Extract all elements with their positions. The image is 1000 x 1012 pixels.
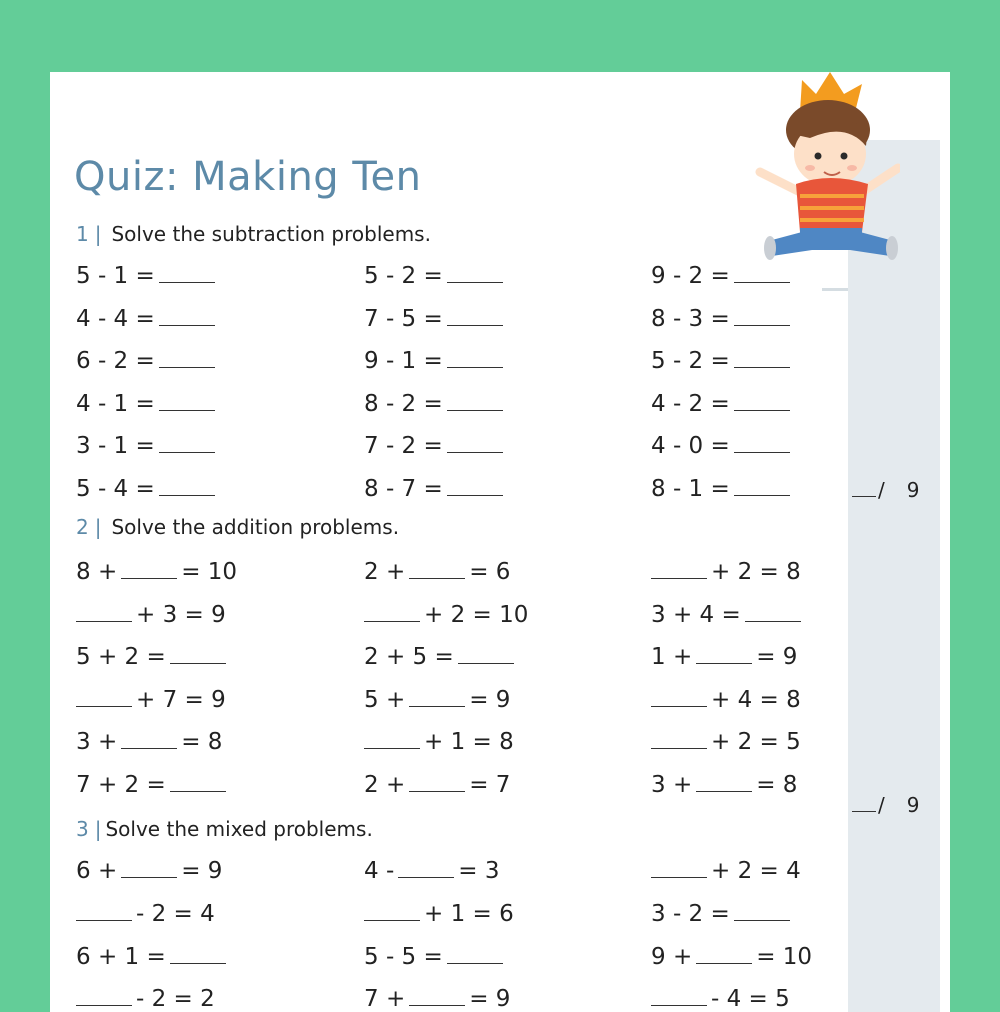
answer-blank[interactable] [696, 773, 752, 792]
section-1-heading: 1 | Solve the subtraction problems. [76, 222, 431, 246]
equation-text: 5 - 2 = [364, 263, 443, 289]
section-number: 2 [76, 515, 89, 539]
problem [76, 900, 215, 928]
equation-text: 5 - 1 = [76, 263, 155, 289]
equation-text: = 9 [756, 644, 798, 670]
problem [76, 305, 219, 333]
answer-blank[interactable] [696, 645, 752, 664]
equation-text: 7 + 2 = [76, 772, 166, 798]
answer-blank[interactable] [734, 392, 790, 411]
answer-blank[interactable] [76, 902, 132, 921]
answer-blank[interactable] [121, 560, 177, 579]
equation-text: 4 - [364, 858, 395, 884]
equation-text: 2 + [364, 772, 406, 798]
problem [76, 432, 219, 460]
section-2-score: / 9 [852, 793, 919, 817]
equation-text: + 2 = 10 [424, 602, 529, 628]
answer-blank[interactable] [76, 688, 132, 707]
problem [364, 305, 507, 333]
answer-blank[interactable] [121, 859, 177, 878]
equation-text: = 9 [469, 687, 511, 713]
problem [364, 262, 507, 290]
equation-text: + 1 = 6 [424, 901, 514, 927]
equation-text: 8 - 3 = [651, 306, 730, 332]
answer-blank[interactable] [447, 434, 503, 453]
section-1-score: / 9 [852, 478, 919, 502]
answer-blank[interactable] [159, 434, 215, 453]
equation-text: 6 + 1 = [76, 944, 166, 970]
equation-text: 9 - 1 = [364, 348, 443, 374]
answer-blank[interactable] [159, 477, 215, 496]
problem [651, 390, 794, 418]
equation-text: 5 + [364, 687, 406, 713]
problem [364, 432, 507, 460]
equation-text: = 10 [181, 559, 238, 585]
equation-text: 3 + [651, 772, 693, 798]
answer-blank[interactable] [409, 773, 465, 792]
problem [651, 601, 805, 629]
answer-blank[interactable] [170, 645, 226, 664]
equation-text: 2 + [364, 559, 406, 585]
equation-text: 8 - 2 = [364, 391, 443, 417]
problem [364, 771, 510, 799]
answer-blank[interactable] [364, 902, 420, 921]
score-blank[interactable] [852, 496, 876, 497]
equation-text: 7 - 2 = [364, 433, 443, 459]
problem [651, 943, 812, 971]
equation-text: 2 + 5 = [364, 644, 454, 670]
answer-blank[interactable] [447, 392, 503, 411]
problem [651, 432, 794, 460]
equation-text: 4 - 2 = [651, 391, 730, 417]
problem [651, 305, 794, 333]
answer-blank[interactable] [651, 859, 707, 878]
problem [76, 857, 222, 885]
problem [76, 601, 226, 629]
equation-text: = 6 [469, 559, 511, 585]
problem [651, 686, 801, 714]
equation-text: 3 - 1 = [76, 433, 155, 459]
equation-text: 6 + [76, 858, 118, 884]
answer-blank[interactable] [76, 987, 132, 1006]
problem [76, 390, 219, 418]
equation-text: 7 - 5 = [364, 306, 443, 332]
problem [364, 857, 499, 885]
section-number: 1 [76, 222, 89, 246]
equation-text: 5 + 2 = [76, 644, 166, 670]
problem [651, 262, 794, 290]
section-2-heading: 2 | Solve the addition problems. [76, 515, 400, 539]
answer-blank[interactable] [651, 688, 707, 707]
equation-text: 3 + [76, 729, 118, 755]
answer-blank[interactable] [447, 477, 503, 496]
equation-text: 8 + [76, 559, 118, 585]
answer-blank[interactable] [734, 434, 790, 453]
equation-text: 4 - 1 = [76, 391, 155, 417]
page-title: Quiz: Making Ten [74, 154, 422, 200]
answer-blank[interactable] [409, 987, 465, 1006]
equation-text: + 3 = 9 [136, 602, 226, 628]
problem [76, 558, 237, 586]
problem [76, 475, 219, 503]
answer-blank[interactable] [696, 945, 752, 964]
equation-text: = 9 [181, 858, 223, 884]
problem [364, 686, 510, 714]
equation-text: 4 - 0 = [651, 433, 730, 459]
boy-with-crown-illustration [750, 72, 900, 272]
equation-text: 8 - 1 = [651, 476, 730, 502]
answer-blank[interactable] [734, 902, 790, 921]
problem [364, 643, 518, 671]
answer-blank[interactable] [170, 945, 226, 964]
section-instruction: Solve the addition problems. [111, 515, 400, 539]
equation-text: 3 + 4 = [651, 602, 741, 628]
problem [651, 985, 790, 1012]
score-divider [822, 288, 848, 291]
problem [76, 728, 222, 756]
score-total: 9 [906, 478, 920, 502]
problem [364, 943, 507, 971]
answer-blank[interactable] [170, 773, 226, 792]
answer-blank[interactable] [734, 307, 790, 326]
equation-text: 5 - 4 = [76, 476, 155, 502]
answer-blank[interactable] [745, 603, 801, 622]
problem [364, 347, 507, 375]
score-blank[interactable] [852, 811, 876, 812]
problem [76, 943, 230, 971]
equation-text: = 3 [458, 858, 500, 884]
answer-blank[interactable] [447, 945, 503, 964]
equation-text: = 10 [756, 944, 813, 970]
problem [364, 900, 514, 928]
problem [364, 601, 528, 629]
equation-text: 9 - 2 = [651, 263, 730, 289]
answer-blank[interactable] [159, 264, 215, 283]
score-total: 9 [906, 793, 920, 817]
problem [651, 475, 794, 503]
equation-text: - 4 = 5 [711, 986, 790, 1012]
problem [76, 347, 219, 375]
equation-text: + 7 = 9 [136, 687, 226, 713]
answer-blank[interactable] [734, 264, 790, 283]
problem [76, 262, 219, 290]
problem [364, 558, 510, 586]
answer-blank[interactable] [447, 307, 503, 326]
equation-text: + 1 = 8 [424, 729, 514, 755]
answer-blank[interactable] [409, 688, 465, 707]
equation-text: 1 + [651, 644, 693, 670]
answer-blank[interactable] [447, 264, 503, 283]
answer-blank[interactable] [159, 307, 215, 326]
problem [651, 900, 794, 928]
answer-blank[interactable] [651, 560, 707, 579]
problem [364, 390, 507, 418]
equation-text: + 4 = 8 [711, 687, 801, 713]
equation-text: 5 - 5 = [364, 944, 443, 970]
section-3-heading: 3 | Solve the mixed problems. [76, 817, 373, 841]
equation-text: = 8 [756, 772, 798, 798]
problem [76, 771, 230, 799]
answer-blank[interactable] [398, 859, 454, 878]
equation-text: = 8 [181, 729, 223, 755]
problem [651, 643, 797, 671]
equation-text: = 7 [469, 772, 511, 798]
answer-blank[interactable] [409, 560, 465, 579]
equation-text: 5 - 2 = [651, 348, 730, 374]
answer-blank[interactable] [458, 645, 514, 664]
answer-blank[interactable] [159, 392, 215, 411]
answer-blank[interactable] [159, 349, 215, 368]
equation-text: + 2 = 5 [711, 729, 801, 755]
problem [651, 728, 801, 756]
answer-blank[interactable] [364, 730, 420, 749]
problem [651, 558, 801, 586]
answer-blank[interactable] [651, 987, 707, 1006]
problem [364, 985, 510, 1012]
equation-text: = 9 [469, 986, 511, 1012]
equation-text: + 2 = 4 [711, 858, 801, 884]
answer-blank[interactable] [734, 477, 790, 496]
answer-blank[interactable] [734, 349, 790, 368]
answer-blank[interactable] [447, 349, 503, 368]
problem [364, 728, 514, 756]
section-number: 3 [76, 817, 89, 841]
answer-blank[interactable] [121, 730, 177, 749]
problem [76, 686, 226, 714]
worksheet-page [50, 72, 950, 1012]
equation-text: + 2 = 8 [711, 559, 801, 585]
answer-blank[interactable] [76, 603, 132, 622]
answer-blank[interactable] [651, 730, 707, 749]
equation-text: 7 + [364, 986, 406, 1012]
problem [651, 347, 794, 375]
problem [364, 475, 507, 503]
equation-text: - 2 = 2 [136, 986, 215, 1012]
section-instruction: Solve the mixed problems. [105, 817, 373, 841]
problem [76, 985, 215, 1012]
answer-blank[interactable] [364, 603, 420, 622]
equation-text: - 2 = 4 [136, 901, 215, 927]
problem [651, 771, 797, 799]
equation-text: 3 - 2 = [651, 901, 730, 927]
section-instruction: Solve the subtraction problems. [111, 222, 431, 246]
equation-text: 8 - 7 = [364, 476, 443, 502]
problem [651, 857, 801, 885]
equation-text: 6 - 2 = [76, 348, 155, 374]
problem [76, 643, 230, 671]
equation-text: 9 + [651, 944, 693, 970]
equation-text: 4 - 4 = [76, 306, 155, 332]
